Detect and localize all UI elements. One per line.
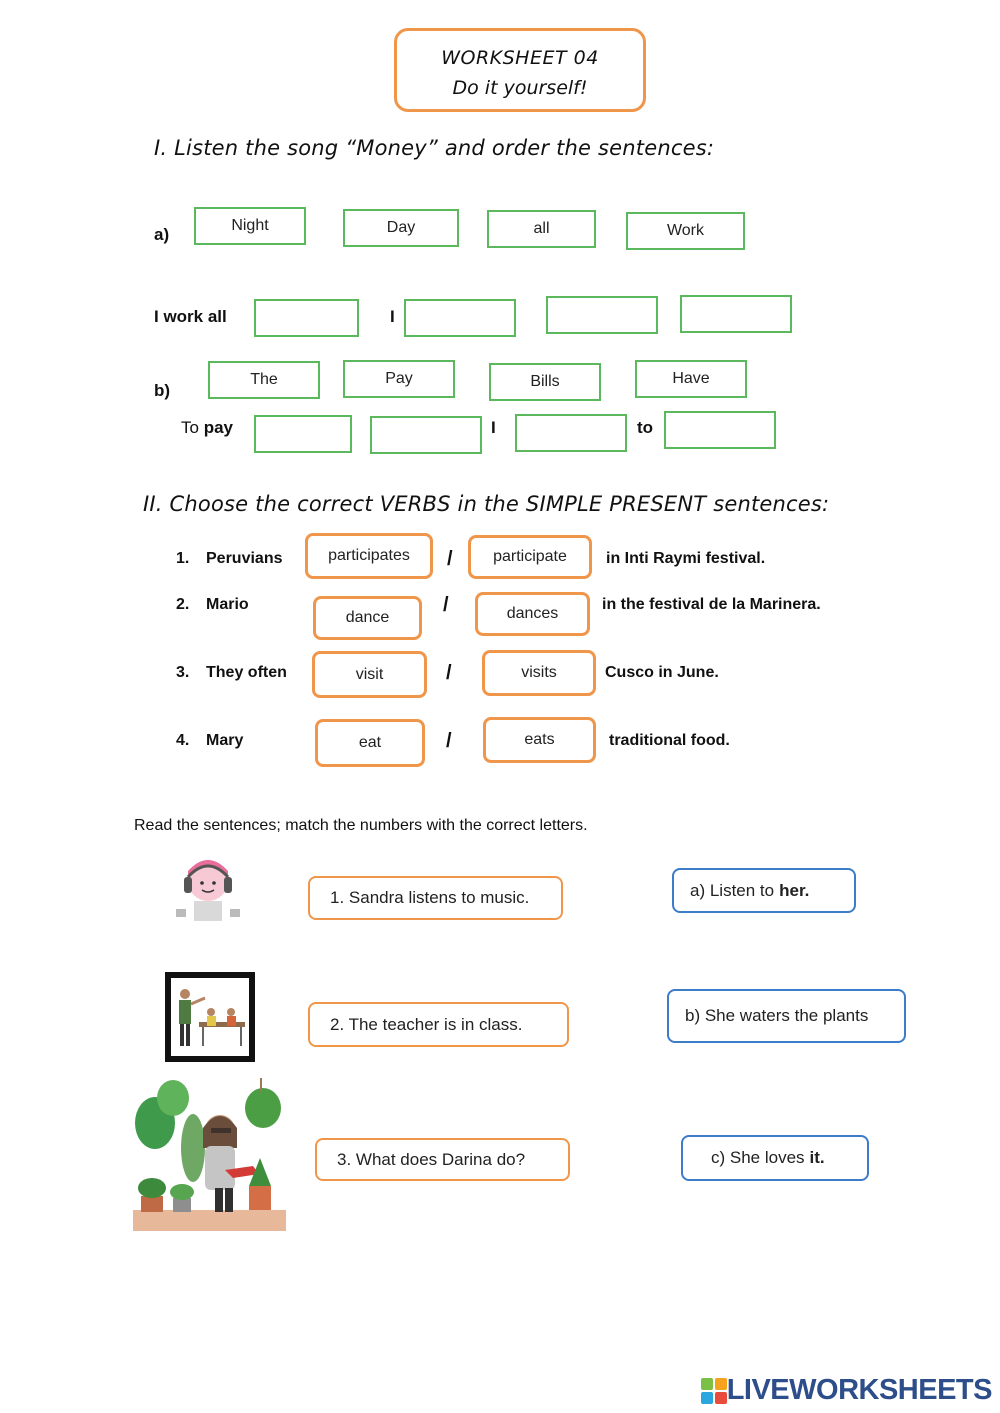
liveworksheets-logo-icon xyxy=(701,1378,727,1404)
match-answer-a[interactable] xyxy=(672,868,856,913)
item-subject: Peruvians xyxy=(206,550,283,567)
part-a-label: a) xyxy=(154,225,170,244)
woman-watering-plants-illustration xyxy=(133,1078,286,1231)
answer-blank[interactable] xyxy=(680,295,792,333)
match-answer-b[interactable] xyxy=(667,989,906,1043)
verb-option[interactable]: visits xyxy=(482,650,596,696)
sentence-b-to: To xyxy=(181,418,199,437)
sentence-b-to2: to xyxy=(637,418,654,437)
answer-blank[interactable] xyxy=(546,296,658,334)
answer-text: c) She loves xyxy=(711,1148,805,1167)
section1-heading: I. Listen the song “Money” and order the sentences: xyxy=(154,136,715,160)
slash-separator: / xyxy=(446,662,452,684)
worksheet-title-box xyxy=(394,28,646,112)
verb-option[interactable]: participates xyxy=(305,533,433,579)
sentence-a-mid: I xyxy=(390,307,395,326)
word-tile[interactable]: Day xyxy=(343,209,459,247)
item-number: 2. xyxy=(176,596,190,613)
item-subject: They often xyxy=(206,664,287,681)
liveworksheets-logo xyxy=(701,1374,992,1407)
classroom-illustration xyxy=(165,972,255,1062)
verb-option[interactable]: visit xyxy=(312,651,427,698)
word-tile[interactable]: Bills xyxy=(489,363,601,401)
item-subject: Mary xyxy=(206,732,244,749)
answer-blank[interactable] xyxy=(515,414,627,452)
match-sentence: 1. Sandra listens to music. xyxy=(308,876,563,920)
answer-text: a) Listen to xyxy=(690,880,775,900)
sentence-b-start xyxy=(181,418,233,438)
answer-blank[interactable] xyxy=(254,415,352,453)
answer-blank[interactable] xyxy=(404,299,516,337)
sentence-b-mid: I xyxy=(491,418,496,437)
slash-separator: / xyxy=(443,594,449,616)
word-tile[interactable]: all xyxy=(487,210,596,248)
match-sentence: 2. The teacher is in class. xyxy=(308,1002,569,1047)
girl-headphones-illustration xyxy=(172,851,244,925)
item-number: 4. xyxy=(176,732,190,749)
answer-blank[interactable] xyxy=(254,299,359,337)
verb-option[interactable]: dances xyxy=(475,592,590,636)
item-number: 1. xyxy=(176,550,190,567)
answer-bold: her. xyxy=(779,880,810,900)
item-rest: traditional food. xyxy=(609,732,730,749)
word-tile[interactable]: The xyxy=(208,361,320,399)
verb-option[interactable]: eats xyxy=(483,717,596,763)
verb-option[interactable]: eat xyxy=(315,719,425,767)
verb-option[interactable]: participate xyxy=(468,535,592,579)
item-number: 3. xyxy=(176,664,190,681)
worksheet-subtitle: Do it yourself! xyxy=(452,77,588,99)
part-b-label: b) xyxy=(154,381,171,400)
section2-heading: II. Choose the correct VERBS in the SIMPLE PRESENT sentences: xyxy=(143,492,830,516)
word-tile[interactable]: Night xyxy=(194,207,306,245)
matching-instruction: Read the sentences; match the numbers with the correct letters. xyxy=(134,817,588,834)
answer-bold: it. xyxy=(809,1148,825,1167)
item-rest: in the festival de la Marinera. xyxy=(602,596,821,613)
worksheet-title: WORKSHEET 04 xyxy=(441,47,599,69)
slash-separator: / xyxy=(447,548,453,570)
item-subject: Mario xyxy=(206,596,249,613)
answer-blank[interactable] xyxy=(664,411,776,449)
match-sentence: 3. What does Darina do? xyxy=(315,1138,570,1181)
item-rest: Cusco in June. xyxy=(605,664,719,681)
verb-option[interactable]: dance xyxy=(313,596,422,640)
word-tile[interactable]: Pay xyxy=(343,360,455,398)
answer-text: b) She waters the plants xyxy=(685,1006,869,1025)
match-answer-c[interactable] xyxy=(681,1135,869,1181)
word-tile[interactable]: Work xyxy=(626,212,745,250)
sentence-b-pay: pay xyxy=(203,418,233,437)
item-rest: in Inti Raymi festival. xyxy=(606,550,766,567)
answer-blank[interactable] xyxy=(370,416,482,454)
word-tile[interactable]: Have xyxy=(635,360,747,398)
liveworksheets-brand: LIVEWORKSHEETS xyxy=(726,1374,992,1406)
sentence-a-start: I work all xyxy=(154,307,227,326)
slash-separator: / xyxy=(446,730,452,752)
